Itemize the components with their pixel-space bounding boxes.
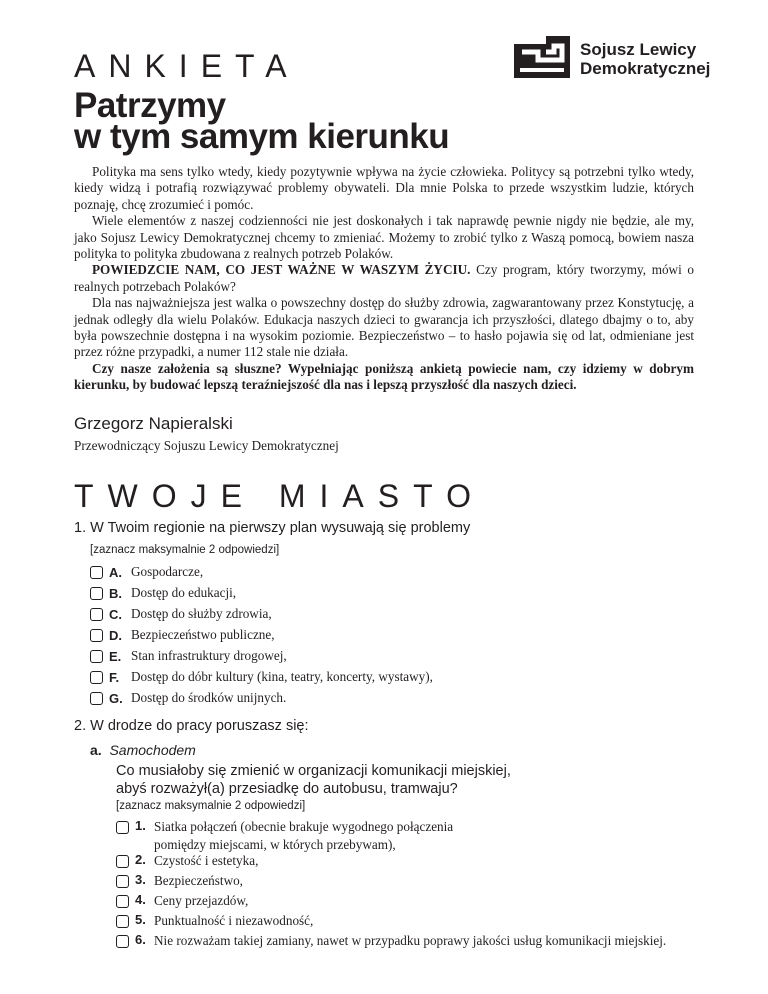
checkbox[interactable] [90,671,103,684]
question-line-2: abyś rozważył(a) przesiadkę do autobusu, tramwaju? [116,781,458,797]
q2-option-3[interactable] [116,872,243,890]
checkbox[interactable] [116,821,129,834]
q2-option-2[interactable] [116,852,258,870]
sld-logo-icon [512,34,574,84]
option-text: Dostęp do dóbr kultury (kina, teatry, koncerty, wystawy), [131,669,433,684]
option-text: Stan infrastruktury drogowej, [131,648,287,663]
survey-label: ANKIETA [74,48,300,84]
question-2a-label [90,742,196,758]
checkbox[interactable] [90,692,103,705]
section-title: TWOJE MIASTO [74,478,485,514]
option-number: 4. [135,892,146,907]
checkbox[interactable] [90,629,103,642]
checkbox[interactable] [116,915,129,928]
option-text: Punktualność i niezawodność, [154,913,314,928]
intro-emphasis: POWIEDZCIE NAM, CO JEST WAŻNE W WASZYM ŻYCIU. [92,262,471,278]
author-name: Grzegorz Napieralski [74,414,233,433]
question-1-hint: [zaznacz maksymalnie 2 odpowiedzi] [90,544,280,556]
q2-option-4[interactable] [116,892,248,910]
q2-option-1[interactable] [116,818,453,854]
checkbox[interactable] [116,895,129,908]
q1-option-d[interactable] [90,625,275,645]
option-number: 1. [135,818,146,833]
option-number: 5. [135,912,146,927]
party-logo [512,34,712,84]
title-line-1: Patrzymy [74,86,226,125]
question-2a-text [116,762,511,798]
checkbox[interactable] [116,935,129,948]
q1-option-g[interactable] [90,688,286,708]
option-text: Bezpieczeństwo publiczne, [131,627,275,642]
option-text: Nie rozważam takiej zamiany, nawet w przypadku poprawy jakości usług komunikacji miejskiej. [154,933,667,948]
intro-paragraph-2: Wiele elementów z naszej codzienności nie jest doskonałych i tak naprawdę pewnie nigdy nie będzie, ale my, jako Sojusz Lewicy Demokratycznej chcemy to zmieniać. Możemy to zrobić tylko z Waszą pomocą, bowiem nasza polityka to polityka zbudowana z realnych potrzeb Polaków. [74,213,694,262]
intro-text [74,164,694,394]
checkbox[interactable] [116,855,129,868]
option-letter: G. [109,690,123,706]
option-letter: C. [109,606,122,622]
option-number: 6. [135,932,146,947]
q1-option-e[interactable] [90,646,287,666]
option-letter: A. [109,564,122,580]
logo-line-1: Sojusz Lewicy [580,40,697,59]
checkbox[interactable] [90,650,103,663]
question-1-title: 1. W Twoim regionie na pierwszy plan wysuwają się problemy [74,520,471,536]
q1-option-c[interactable] [90,604,272,624]
option-text: Dostęp do środków unijnych. [131,690,287,705]
checkbox[interactable] [116,875,129,888]
checkbox[interactable] [90,587,103,600]
option-line-1: Siatka połączeń (obecnie brakuje wygodnego połączenia [154,819,454,834]
intro-paragraph-3-rest: Czy program, który tworzymy, mówi o realnych potrzebach Polaków? [74,262,694,294]
option-text: Bezpieczeństwo, [154,873,243,888]
q2-option-6[interactable] [116,932,666,950]
question-line-1: Co musiałoby się zmienić w organizacji komunikacji miejskiej, [116,763,511,779]
option-text [154,818,453,854]
q1-option-f[interactable] [90,667,433,687]
q2-option-5[interactable] [116,912,313,930]
intro-paragraph-5: Czy nasze założenia są słuszne? Wypełniając poniższą ankietą powiecie nam, czy idziemy w dobrym kierunku, by budować lepszą teraźniejszość dla nas i lepszą przyszłość dla naszych dzieci. [74,360,694,393]
option-line-2: pomiędzy miejscami, w których przebywam), [154,837,396,852]
title-line-2: w tym samym kierunku [74,117,450,156]
sub-letter: a. [90,742,102,758]
option-number: 3. [135,872,146,887]
page-title [74,86,450,156]
intro-paragraph-3 [74,262,694,295]
question-2a-hint: [zaznacz maksymalnie 2 odpowiedzi] [116,800,306,812]
intro-paragraph-1: Polityka ma sens tylko wtedy, kiedy pozytywnie wpływa na życie człowieka. Politycy są potrzebni tylko wtedy, kiedy widzą i potrafią rozwiązywać problemy obywateli. Dla mnie Polska to przede wszystkim ludzie, których poznaję, chcę zrozumieć i pomóc. [74,164,694,212]
option-letter: D. [109,627,122,643]
option-text: Dostęp do edukacji, [131,585,237,600]
option-letter: B. [109,585,122,601]
option-number: 2. [135,852,146,867]
option-text: Ceny przejazdów, [154,893,249,908]
q1-option-b[interactable] [90,583,236,603]
author-role: Przewodniczący Sojuszu Lewicy Demokratycznej [74,438,339,453]
option-text: Czystość i estetyka, [154,853,259,868]
question-2-title: 2. W drodze do pracy poruszasz się: [74,718,309,734]
option-letter: E. [109,648,122,664]
option-letter: F. [109,669,120,685]
sub-label: Samochodem [109,742,196,758]
checkbox[interactable] [90,566,103,579]
option-text: Gospodarcze, [131,564,204,579]
q1-option-a[interactable] [90,562,203,582]
intro-paragraph-4: Dla nas najważniejsza jest walka o powszechny dostęp do służby zdrowia, zagwarantowany przez Konstytucję, a jednak odległy dla wielu Polaków. Edukacja naszych dzieci to gwarancja ich przyszłości, dlatego dbajmy o to, aby była powszechnie dostępna i na wysokim poziomie. Bezpieczeństwo – to hasło pojawia się od lat, odmieniane jest przez różne przypadki, a numer 112 stale nie działa. [74,295,694,360]
checkbox[interactable] [90,608,103,621]
option-text: Dostęp do służby zdrowia, [131,606,272,621]
logo-line-2: Demokratycznej [580,59,711,78]
